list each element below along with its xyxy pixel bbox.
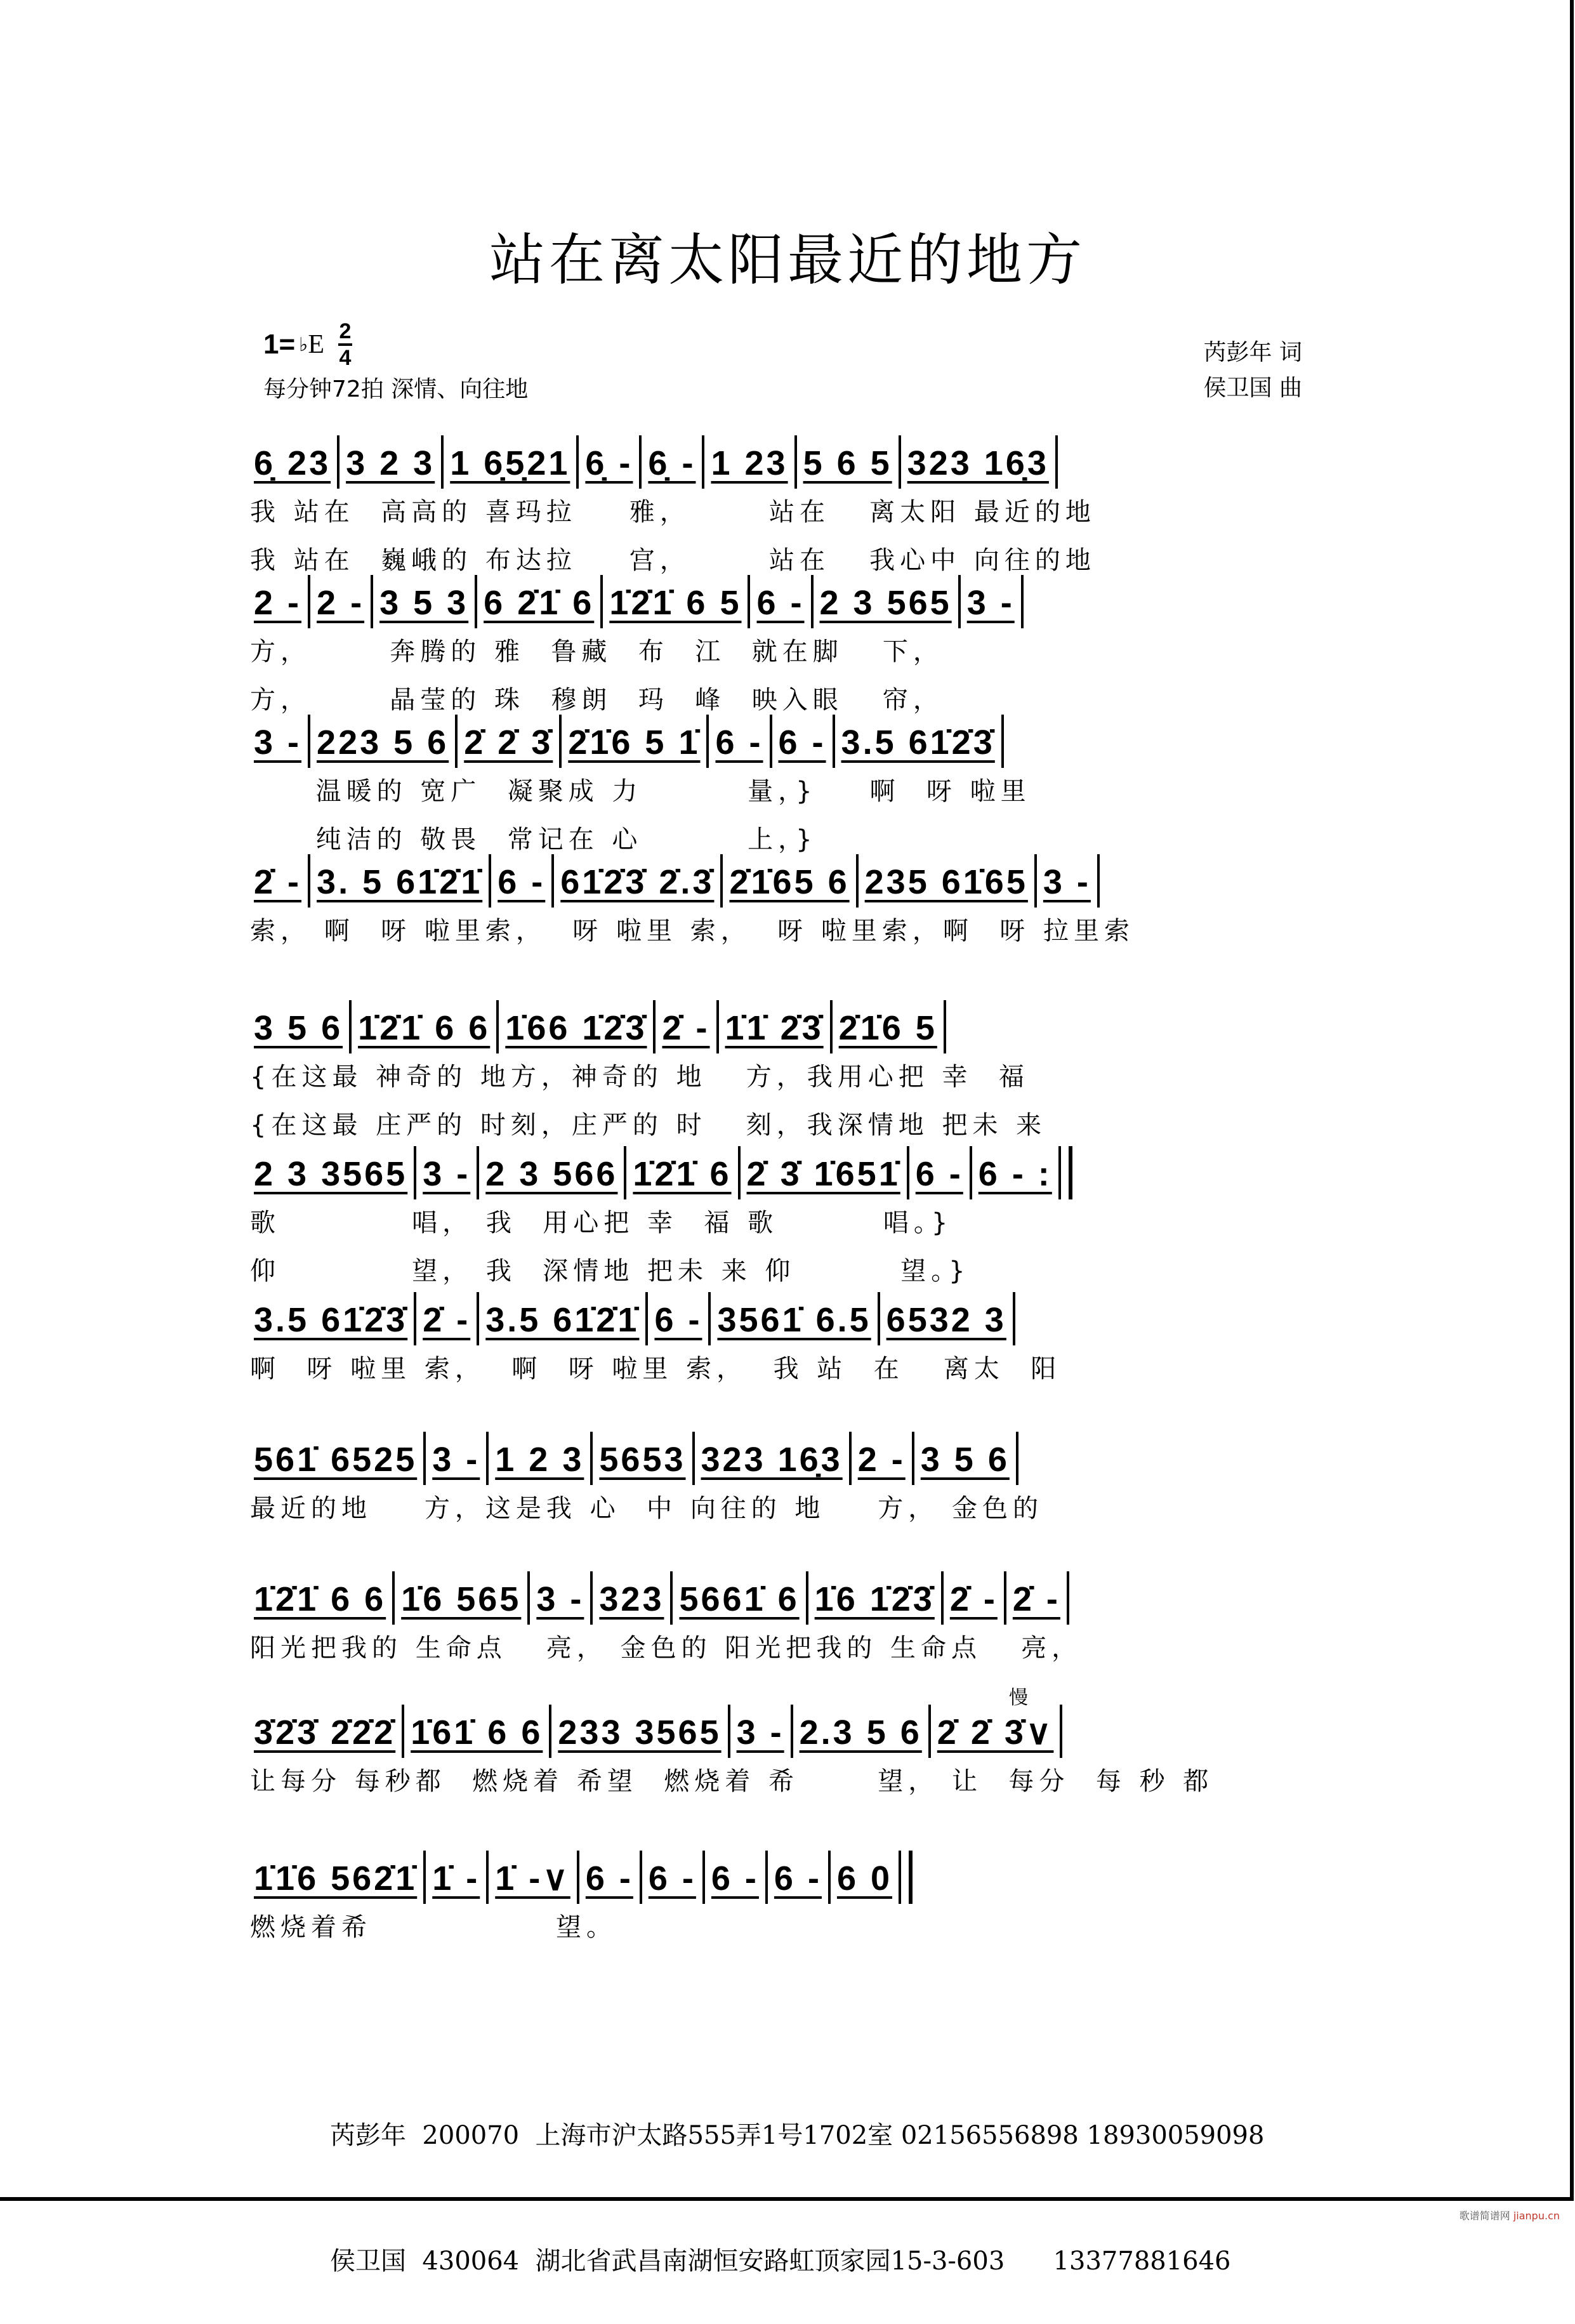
notes — [247, 1000, 1352, 1047]
barline — [1067, 1571, 1069, 1625]
measure: 2 3 3565 — [254, 1155, 408, 1193]
watermark — [1460, 2208, 1560, 2222]
measure: 1̇61̇ 6 6 — [411, 1713, 543, 1752]
lyrics-line-2: 仰 望， 我 深情地 把未 来 仰 望。} — [250, 1257, 970, 1286]
notation-row — [247, 692, 1352, 762]
notes — [247, 1851, 1352, 1898]
measure: 3̇2̇3̇ 2̇2̇2̇ — [254, 1713, 396, 1752]
measure: 1̇1̇ 2̇3̇ — [725, 1009, 824, 1047]
lyrics-line-1: 我 站在 高高的 喜玛拉 雅， 站在 离太阳 最近的地 — [250, 498, 1096, 527]
score-system — [247, 1682, 1352, 1800]
notes — [247, 1146, 1352, 1193]
notes — [247, 854, 1352, 901]
measure: 2 - — [857, 1441, 906, 1479]
measure: 1̇2̇1̇ 6 6 — [254, 1580, 386, 1618]
measure: 1̇1̇6 562̇1̇ — [254, 1859, 418, 1898]
notation-row — [247, 1828, 1352, 1898]
lyrics-line-2: 我 站在 巍峨的 布达拉 宫， 站在 我心中 向往的地 — [250, 546, 1096, 575]
measure: 1̇ - — [432, 1859, 480, 1898]
notes — [247, 1705, 1352, 1752]
time-signature — [338, 320, 352, 369]
measure: 561̇ 6525 — [254, 1441, 418, 1479]
measure: 3.5 61̇2̇3̇ — [254, 1301, 408, 1339]
measure: 2̇ - — [949, 1580, 998, 1618]
measure: 1 2 3 — [495, 1441, 584, 1479]
notation-row — [247, 1269, 1352, 1339]
lyrics-line-1: 索， 啊 呀 啦里索， 呀 啦里 索， 呀 啦里索，啊 呀 拉里索 — [250, 916, 1135, 946]
measure: 5661̇ 6 — [679, 1580, 800, 1618]
notes — [247, 1292, 1352, 1339]
score-system — [247, 1548, 1352, 1667]
measure: 2̇ 2̇ 3̇∨ — [937, 1713, 1054, 1752]
measure: 2 - — [254, 584, 302, 622]
measure: 323 — [599, 1580, 664, 1618]
notation-row — [247, 1123, 1352, 1193]
measure: 2 3 566 — [485, 1155, 618, 1193]
lyrics-line-2: 纯洁的 敬畏 常记在 心 上，} — [250, 825, 817, 854]
flat-icon: ♭ — [299, 334, 308, 355]
barline — [944, 1000, 946, 1053]
measure: 223 5 6 — [317, 723, 449, 762]
score-system — [247, 977, 1352, 1144]
barline — [1001, 715, 1004, 768]
score-system — [247, 1828, 1352, 1946]
lyrics-line-2: {在这最 庄严的 时刻，庄严的 时 刻，我深情地 把未 来 — [250, 1111, 1047, 1140]
measure: 5 6 5 — [803, 444, 892, 482]
measure: 6 - — [648, 1859, 696, 1898]
barline — [1055, 435, 1058, 489]
measure: 2̇1̇6 5 1̇ — [568, 723, 701, 762]
measure: 3 - — [1043, 863, 1091, 901]
measure: 235 61̇65 — [864, 863, 1028, 901]
lyrics-line-1: 歌 唱， 我 用心把 幸 福 歌 唱。} — [250, 1208, 953, 1238]
barline — [1013, 1292, 1015, 1345]
barline — [1016, 1432, 1018, 1485]
barline — [1021, 575, 1024, 628]
composer: 侯卫国 曲 — [1203, 375, 1302, 401]
notation-row — [247, 977, 1352, 1047]
measure: 1̇ -∨ — [495, 1859, 570, 1898]
notes — [247, 715, 1352, 762]
measure: 1̇66 1̇2̇3̇ — [505, 1009, 647, 1047]
measure: 2̇1̇6 5 — [838, 1009, 937, 1047]
measure: 6532 3 — [886, 1301, 1006, 1339]
notes — [247, 1432, 1352, 1479]
measure: 1̇6 565 — [401, 1580, 522, 1618]
tempo-annotation: 慢 — [1009, 1687, 1028, 1709]
measure: 6 2̇1̇ 6 — [484, 584, 595, 622]
measure: 3 - — [254, 723, 302, 762]
measure: 3 2 3 — [346, 444, 435, 482]
measure: 6̣ - — [585, 444, 633, 482]
measure: 2̇ - — [254, 863, 302, 901]
measure: 1̇2̇1̇ 6 6 — [358, 1009, 491, 1047]
song-title: 站在离太阳最近的地方 — [489, 227, 1086, 293]
measure: 1 6̣5̣21 — [450, 444, 570, 482]
credits — [1204, 335, 1302, 406]
score-system — [247, 1123, 1352, 1290]
measure: 6̣ - — [648, 444, 696, 482]
measure: 3.5 61̇2̇1̇ — [485, 1301, 640, 1339]
key-signature — [263, 320, 352, 369]
measure: 3 5 6 — [254, 1009, 343, 1047]
measure: 2̇ 3̇ 1̇651̇ — [746, 1155, 900, 1193]
measure: 1 23 — [711, 444, 788, 482]
measure: 6̣ 23 — [254, 444, 331, 482]
measure: 3 - — [423, 1155, 471, 1193]
time-top: 2 — [339, 319, 352, 343]
measure: 6 - — [498, 863, 546, 901]
measure: 6 - — [915, 1155, 963, 1193]
notes — [247, 1571, 1352, 1618]
measure: 3 - — [432, 1441, 480, 1479]
measure: 2̇1̇65 6 — [729, 863, 850, 901]
measure: 3.5 61̇2̇3̇ — [841, 723, 995, 762]
lyrics-line-1: 方， 奔腾的 雅 鲁藏 布 江 就在脚 下， — [250, 637, 944, 666]
measure: 3 5 6 — [920, 1441, 1010, 1479]
notation-row — [247, 552, 1352, 622]
double-barline — [899, 1851, 913, 1904]
measure: 1̇2̇1̇ 6 — [633, 1155, 732, 1193]
notation-row — [247, 831, 1352, 901]
measure: 2.3 5 6 — [799, 1713, 922, 1752]
lyrics-line-1: 啊 呀 啦里 索， 啊 呀 啦里 索， 我 站 在 离太 阳 — [250, 1354, 1062, 1383]
measure: 2 - — [317, 584, 365, 622]
key-prefix: 1= — [263, 329, 296, 360]
lyrics-line-1: 让每分 每秒都 燃烧着 希望 燃烧着 希 望， 让 每分 每 秒 都 — [250, 1767, 1214, 1796]
measure: 6 - — [711, 1859, 759, 1898]
contact-footer — [330, 2031, 1264, 2324]
measure: 6 - — [756, 584, 805, 622]
footer-line-lyricist: 芮彭年 200070 上海市沪太路555弄1号1702室 02156556898 18930059098 — [330, 2121, 1265, 2150]
lyrics-line-1: 温暖的 宽广 凝聚成 力 量，} 啊 呀 啦里 — [250, 777, 1031, 806]
measure: 3 5 3 — [379, 584, 469, 622]
lyrics-line-1: 最近的地 方，这是我 心 中 向往的 地 方， 金色的 — [250, 1494, 1044, 1523]
lyricist: 芮彭年 词 — [1203, 340, 1302, 366]
measure: 3 - — [966, 584, 1015, 622]
lyrics-line-2: 方， 晶莹的 珠 穆朗 玛 峰 映入眼 帘， — [250, 685, 944, 715]
measure: 6 0 — [836, 1859, 893, 1898]
score-system — [247, 1269, 1352, 1387]
measure: 5653 — [599, 1441, 686, 1479]
score-system — [247, 1409, 1352, 1527]
measure: 2̇ 2̇ 3̇ — [464, 723, 553, 762]
notation-row — [247, 413, 1352, 482]
measure: 1̇6 1̇2̇3̇ — [814, 1580, 935, 1618]
footer-line-composer: 侯卫国 430064 湖北省武昌南湖恒安路虹顶家园15-3-603 13377881646 — [330, 2247, 1231, 2276]
score-system — [247, 831, 1352, 949]
measure: 6 - — [654, 1301, 702, 1339]
measure: 2̇ - — [662, 1009, 710, 1047]
measure: 61̇2̇3̇ 2̇.3̇ — [560, 863, 715, 901]
key-note: E — [308, 330, 324, 359]
tempo-marking: 每分钟72拍 深情、向往地 — [263, 376, 529, 402]
measure: 3561̇ 6.5 — [717, 1301, 871, 1339]
measure: 6 - — [715, 723, 763, 762]
watermark-site: 歌谱简谱网 — [1459, 2210, 1510, 2222]
measure: 6 - — [778, 723, 826, 762]
notation-row — [247, 1682, 1352, 1752]
measure: 323 16̣3 — [907, 444, 1049, 482]
notes — [247, 435, 1352, 482]
notes — [247, 575, 1352, 622]
measure: 1̇2̇1̇ 6 5 — [609, 584, 742, 622]
measure: 233 3565 — [558, 1713, 722, 1752]
double-barline — [1058, 1146, 1072, 1199]
barline — [1097, 854, 1100, 908]
notation-row — [247, 1548, 1352, 1618]
measure: 6 - — [774, 1859, 822, 1898]
measure: 2̇ - — [1012, 1580, 1060, 1618]
watermark-url: jianpu.cn — [1513, 2210, 1560, 2222]
measure: 6 - — [585, 1859, 633, 1898]
time-bottom: 4 — [339, 346, 352, 370]
measure: 3. 5 61̇2̇1̇ — [317, 863, 483, 901]
measure: 3 - — [536, 1580, 584, 1618]
measure: 323 16̣3 — [701, 1441, 843, 1479]
lyrics-line-1: {在这最 神奇的 地方，神奇的 地 方，我用心把 幸 福 — [250, 1062, 1029, 1092]
measure: 2 3 565 — [819, 584, 952, 622]
lyrics-line-1: 燃烧着希 望。 — [250, 1913, 617, 1942]
measure: 3 - — [736, 1713, 784, 1752]
notation-row — [247, 1409, 1352, 1479]
measure: 2̇ - — [423, 1301, 471, 1339]
barline — [1060, 1705, 1062, 1758]
measure: 6 - : — [978, 1155, 1052, 1193]
lyrics-line-1: 阳光把我的 生命点 亮， 金色的 阳光把我的 生命点 亮， — [250, 1634, 1083, 1663]
